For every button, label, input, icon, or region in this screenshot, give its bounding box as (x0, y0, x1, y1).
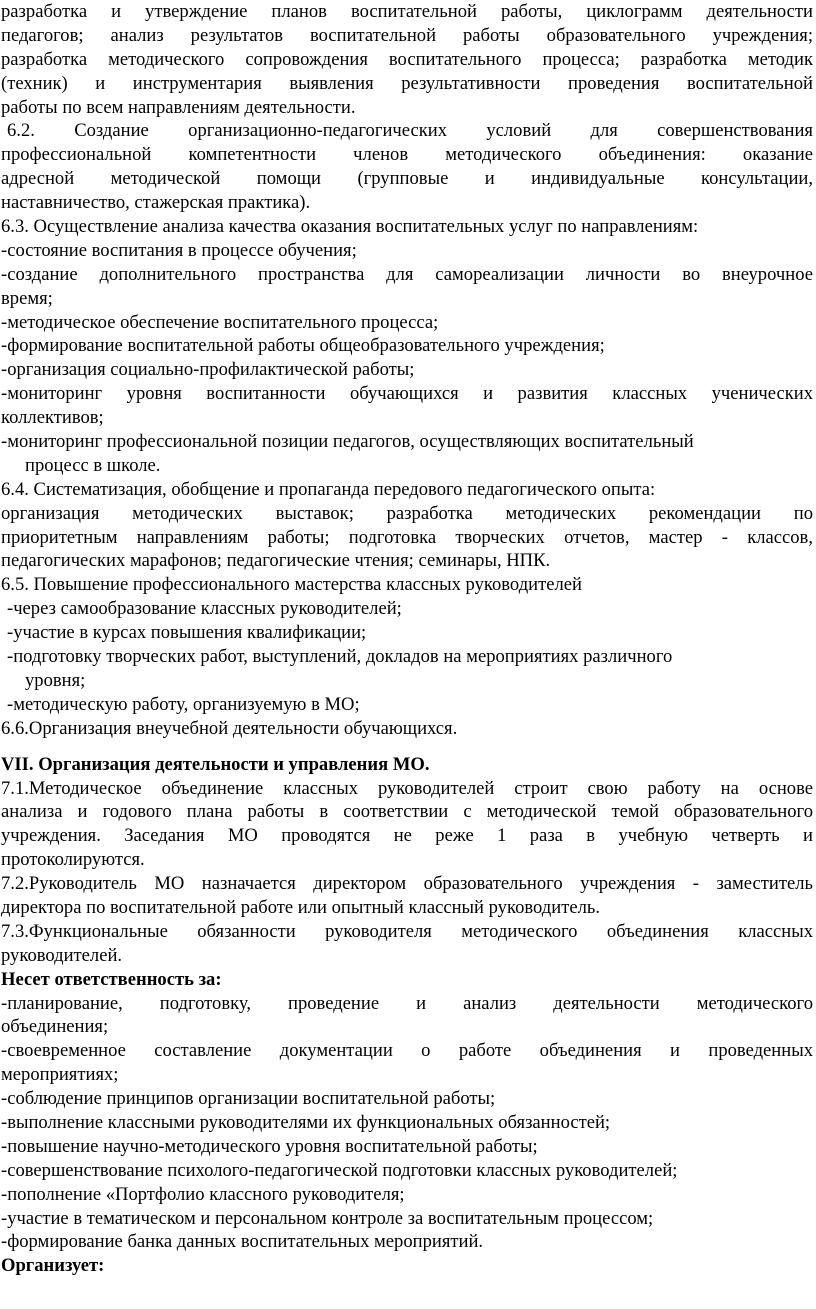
text-line: организация методических выставок; разработка методических рекомендации по (1, 502, 813, 524)
text-line: -соблюдение принципов организации воспитательной работы; (1, 1088, 496, 1110)
text-line: -совершенствование психолого-педагогической подготовки классных руководителей; (1, 1159, 678, 1181)
text-line: -участие в курсах повышения квалификации; (7, 622, 367, 644)
text-line: -участие в тематическом и персональном контроле за воспитательным процессом; (1, 1207, 654, 1229)
text-line: 6.2. Создание организационно-педагогических условий для совершенствования (7, 120, 813, 142)
text-line: работы по всем направлениям деятельности. (1, 96, 356, 118)
text-line: педагогов; анализ результатов воспитательной работы образовательного учреждения; (1, 24, 813, 46)
text-line: -мониторинг профессиональной позиции педагогов, осуществляющих воспитательный (1, 431, 694, 453)
text-line: 6.3. Осуществление анализа качества оказания воспитательных услуг по направлениям: (1, 216, 699, 238)
text-line: адресной методической помощи (групповые и индивидуальные консультации, (1, 168, 813, 190)
text-line: -состояние воспитания в процессе обучения; (1, 239, 357, 261)
text-line: коллективов; (1, 407, 104, 429)
text-line: -методическое обеспечение воспитательного процесса; (1, 311, 439, 333)
text-line: -через самообразование классных руководителей; (7, 598, 402, 620)
text-line: -организация социально-профилактической работы; (1, 359, 415, 381)
text-line: 6.4. Систематизация, обобщение и пропаганда передового педагогического опыта: (1, 478, 656, 500)
text-line: разработка методического сопровождения воспитательного процесса; разработка методик (1, 48, 813, 70)
text-line: -своевременное составление документации о работе объединения и проведенных (1, 1040, 813, 1062)
text-line: -подготовку творческих работ, выступлений, докладов на мероприятиях различного (7, 646, 673, 668)
text-line: -выполнение классными руководителями их функциональных обязанностей; (1, 1111, 611, 1133)
text-line: руководителей. (1, 944, 123, 966)
text-line: процесс в школе. (25, 454, 161, 476)
section-6-text (1, 0, 813, 741)
text-line: приоритетным направлениям работы; подготовка творческих отчетов, мастер - классов, (1, 526, 813, 548)
text-line: -формирование банка данных воспитательных мероприятий. (1, 1231, 484, 1253)
text-line: (техник) и инструментария выявления результативности проведения воспитательной (1, 72, 813, 94)
text-line: 6.5. Повышение профессионального мастерства классных руководителей (1, 574, 582, 596)
text-line: время; (1, 287, 53, 309)
text-line: директора по воспитательной работе или опытный классный руководитель. (1, 896, 600, 918)
text-line: 7.1.Методическое объединение классных руководителей строит свою работу на основе (1, 777, 813, 799)
text-line: -методическую работу, организуемую в МО; (7, 693, 360, 715)
organizes-heading: Организует: (1, 1255, 105, 1277)
text-line: учреждения. Заседания МО проводятся не реже 1 раза в учебную четверть и (1, 825, 813, 847)
text-line: 6.6.Организация внеучебной деятельности обучающихся. (1, 717, 458, 739)
text-line: педагогических марафонов; педагогические чтения; семинары, НПК. (1, 550, 551, 572)
text-line: -формирование воспитательной работы общеобразовательного учреждения; (1, 335, 605, 357)
text-line: -пополнение «Портфолио классного руководителя; (1, 1183, 405, 1205)
text-line: анализа и годового плана работы в соответствии с методической темой образовательного (1, 801, 813, 823)
text-line: 7.3.Функциональные обязанности руководителя методического объединения классных (1, 920, 813, 942)
paragraph-gap (1, 741, 813, 753)
section-7-heading: VII. Организация деятельности и управления МО. (1, 753, 430, 775)
text-line: уровня; (25, 669, 86, 691)
text-line: профессиональной компетентности членов методического объединения: оказание (1, 144, 813, 166)
text-line: -повышение научно-методического уровня воспитательной работы; (1, 1135, 538, 1157)
text-line: -мониторинг уровня воспитанности обучающихся и развития классных ученических (1, 383, 813, 405)
text-line: -создание дополнительного пространства для самореализации личности во внеурочное (1, 263, 813, 285)
responsibility-list (1, 992, 813, 1255)
text-line: мероприятиях; (1, 1064, 119, 1086)
section-7-text (1, 777, 813, 968)
text-line: протоколируются. (1, 849, 145, 871)
responsibility-heading: Несет ответственность за: (1, 968, 222, 990)
text-line: -планирование, подготовку, проведение и анализ деятельности методического (1, 992, 813, 1014)
text-line: разработка и утверждение планов воспитательной работы, циклограмм деятельности (1, 1, 813, 22)
text-line: наставничество, стажерская практика). (1, 192, 311, 214)
text-line: объединения; (1, 1016, 109, 1038)
text-line: 7.2.Руководитель МО назначается директором образовательного учреждения - заместитель (1, 873, 813, 895)
